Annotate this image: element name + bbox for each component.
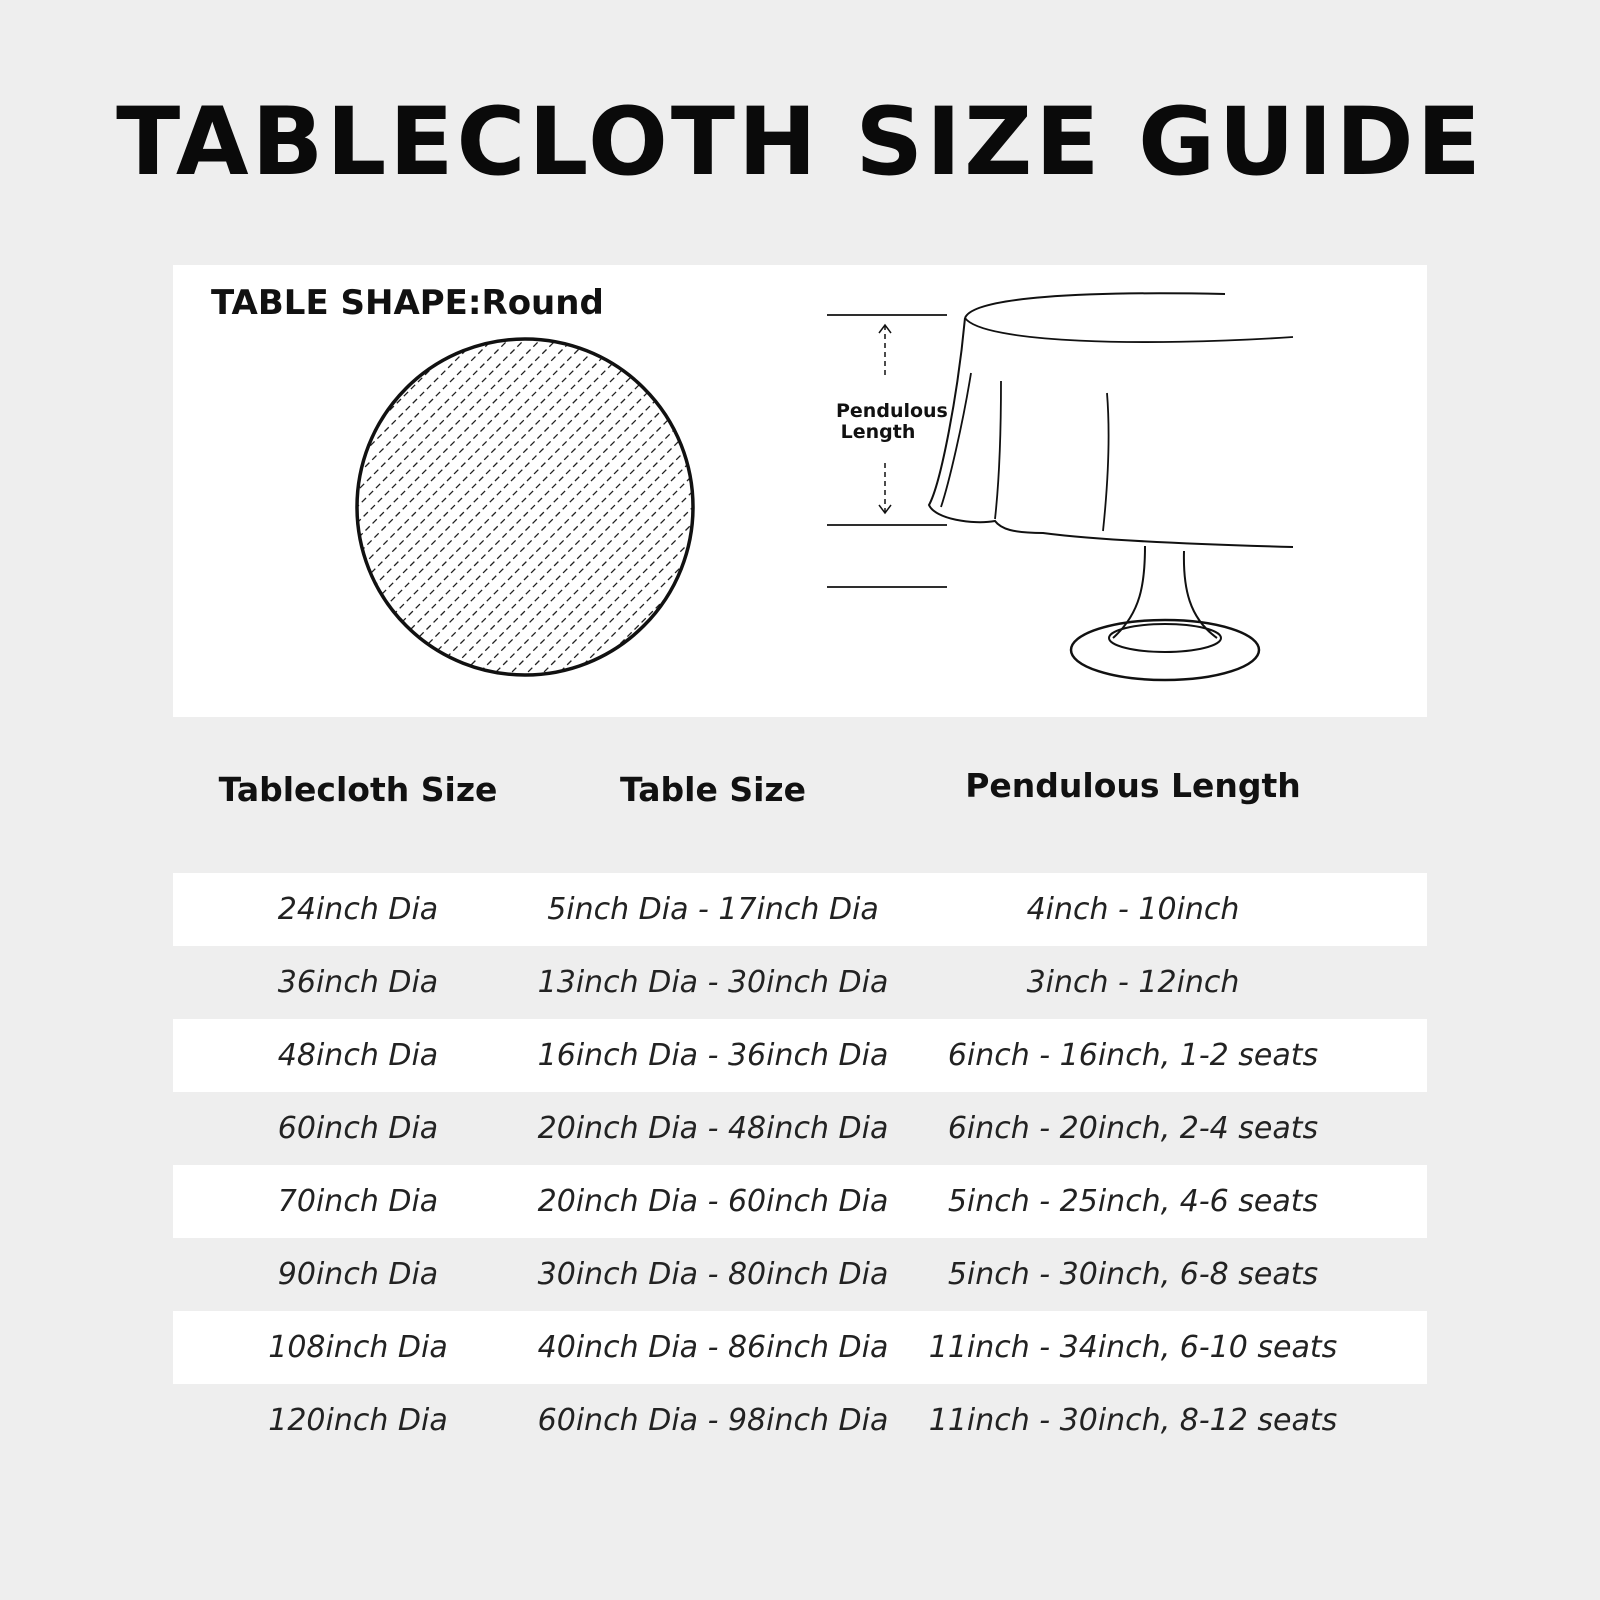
table-row xyxy=(173,1384,1427,1457)
pendulous-length-cell: 11inch - 34inch, 6-10 seats xyxy=(928,1330,1338,1365)
table-row xyxy=(173,873,1427,946)
table-size-cell: 16inch Dia - 36inch Dia xyxy=(537,1038,889,1073)
size-table-header xyxy=(173,766,1427,830)
pendulous-length-cell: 11inch - 30inch, 8-12 seats xyxy=(928,1403,1338,1438)
tablecloth-size-cell: 108inch Dia xyxy=(268,1330,448,1365)
table-size-cell: 30inch Dia - 80inch Dia xyxy=(537,1257,889,1292)
table-row xyxy=(173,1311,1427,1384)
table-size-cell: 40inch Dia - 86inch Dia xyxy=(537,1330,889,1365)
size-table xyxy=(173,873,1427,1457)
round-table-top-view-illustration xyxy=(353,335,697,679)
page-title: TABLECLOTH SIZE GUIDE xyxy=(116,88,1484,197)
table-size-cell: 13inch Dia - 30inch Dia xyxy=(537,965,889,1000)
diagram-panel xyxy=(173,265,1427,717)
tablecloth-size-cell: 24inch Dia xyxy=(277,892,439,927)
tablecloth-size-cell: 120inch Dia xyxy=(268,1403,448,1438)
table-size-cell: 60inch Dia - 98inch Dia xyxy=(537,1403,889,1438)
pendulous-length-cell: 5inch - 25inch, 4-6 seats xyxy=(947,1184,1319,1219)
pendulous-length-cell: 5inch - 30inch, 6-8 seats xyxy=(947,1257,1319,1292)
table-row xyxy=(173,1238,1427,1311)
pendulous-label-line2: Length xyxy=(840,421,916,443)
table-row xyxy=(173,1019,1427,1092)
table-size-cell: 5inch Dia - 17inch Dia xyxy=(547,892,879,927)
table-row xyxy=(173,946,1427,1019)
table-shape-label xyxy=(211,283,604,323)
header-pendulous-length: Pendulous Length xyxy=(965,766,1301,805)
table-size-cell: 20inch Dia - 60inch Dia xyxy=(537,1184,889,1219)
pendulous-length-label xyxy=(836,400,948,443)
table-row xyxy=(173,1165,1427,1238)
pendulous-length-cell: 6inch - 20inch, 2-4 seats xyxy=(947,1111,1319,1146)
table-shape-label-text: TABLE SHAPE: xyxy=(211,283,482,323)
pendulous-length-cell: 3inch - 12inch xyxy=(1026,965,1240,1000)
tablecloth-size-cell: 60inch Dia xyxy=(277,1111,439,1146)
tablecloth-size-cell: 90inch Dia xyxy=(277,1257,439,1292)
table-row xyxy=(173,1092,1427,1165)
pendulous-length-cell: 4inch - 10inch xyxy=(1026,892,1240,927)
tablecloth-size-cell: 70inch Dia xyxy=(277,1184,439,1219)
round-table-side-view-illustration xyxy=(823,285,1303,705)
table-size-cell: 20inch Dia - 48inch Dia xyxy=(537,1111,889,1146)
pendulous-length-cell: 6inch - 16inch, 1-2 seats xyxy=(947,1038,1319,1073)
header-tablecloth-size: Tablecloth Size xyxy=(218,770,498,809)
pendulous-label-line1: Pendulous xyxy=(836,400,948,422)
header-table-size: Table Size xyxy=(620,770,806,809)
table-shape-value: Round xyxy=(481,283,604,323)
tablecloth-size-cell: 36inch Dia xyxy=(277,965,439,1000)
tablecloth-size-cell: 48inch Dia xyxy=(277,1038,439,1073)
